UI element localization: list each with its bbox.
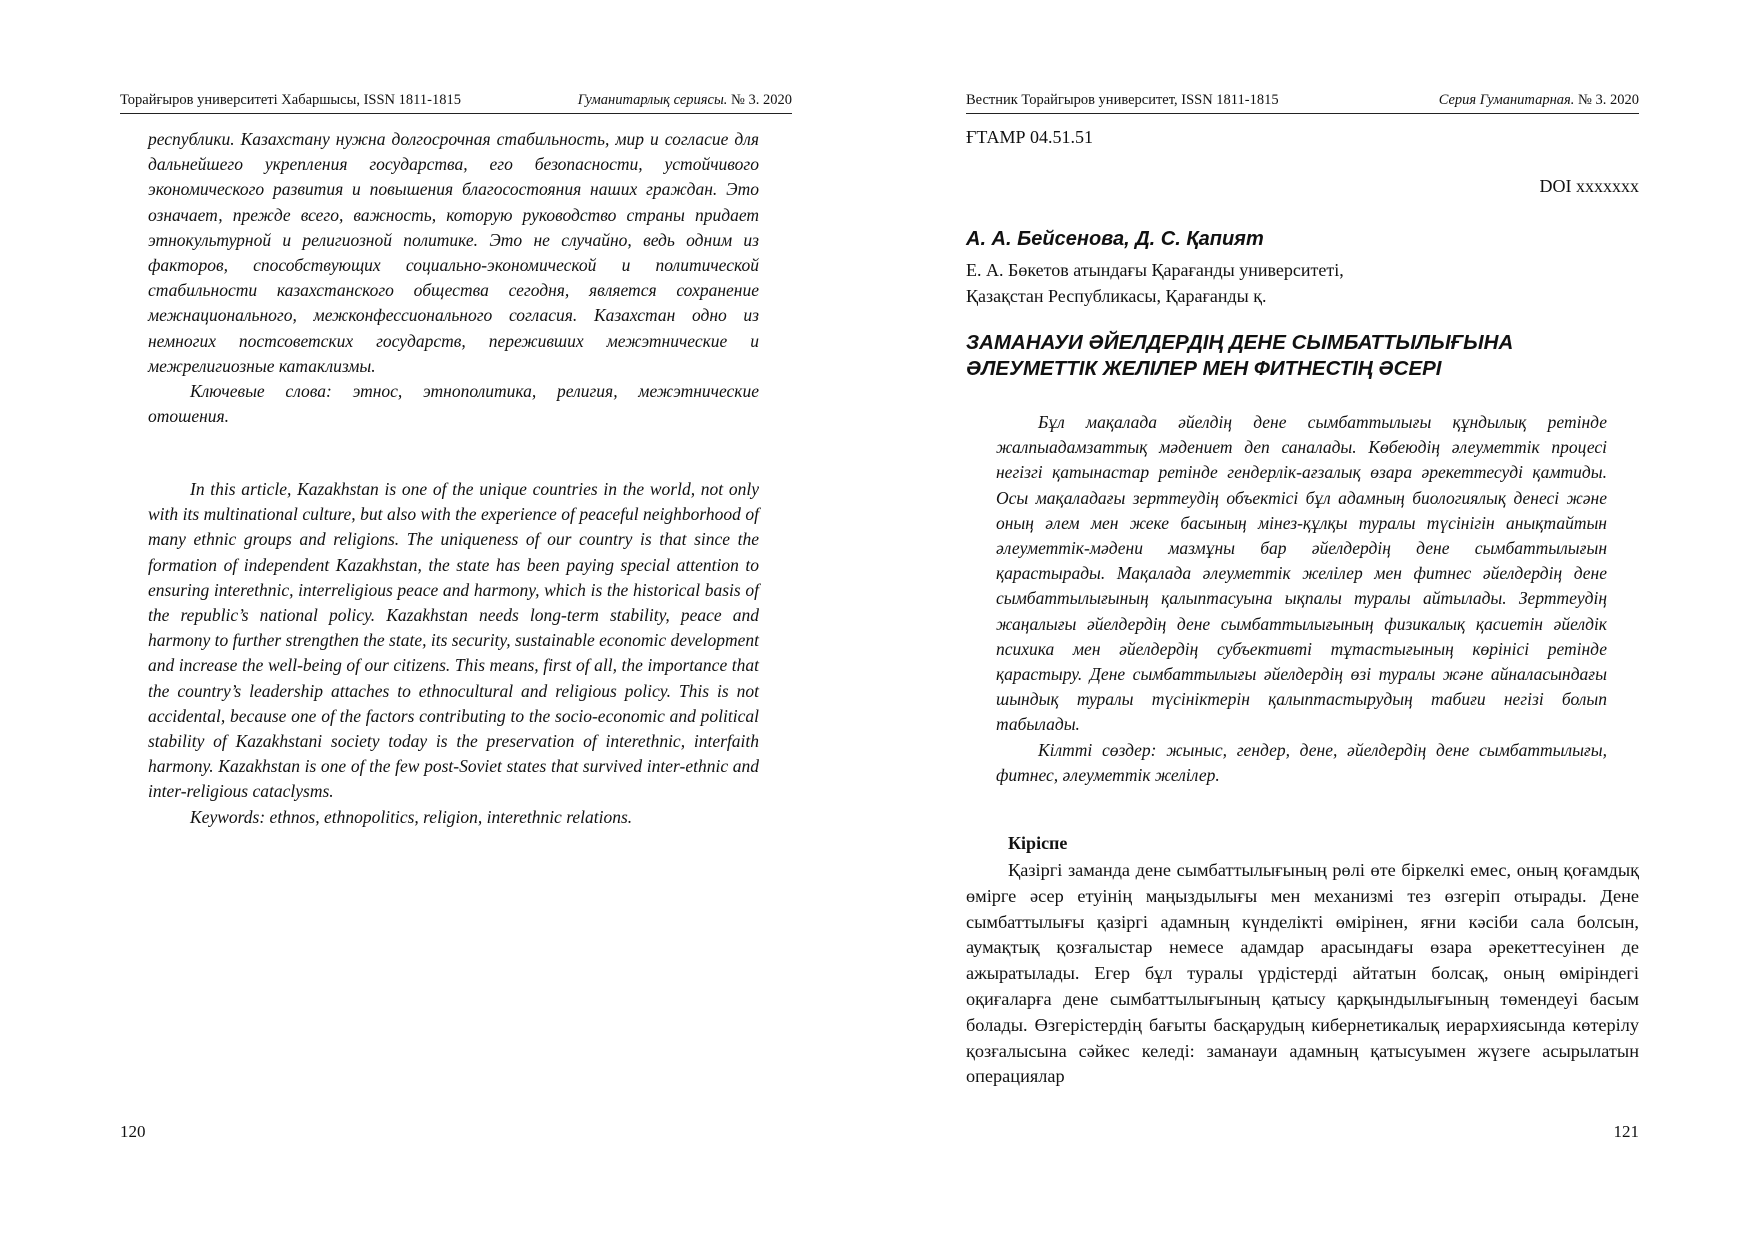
affiliation-line-1: Е. А. Бөкетов атындағы Қарағанды университеті, [966,260,1344,280]
issue-label-right: № 3. 2020 [1578,92,1639,108]
article-title-line-1: ЗАМАНАУИ ӘЙЕЛДЕРДІҢ ДЕНЕ СЫМБАТТЫЛЫҒЫНА [966,331,1514,354]
series-label-right: Серия Гуманитарная. [1438,92,1575,108]
issue-label-left: № 3. 2020 [731,92,792,108]
ru-continuation-text: республики. Казахстану нужна долгосрочная стабильность, мир и согласие для дальнейшего укрепления государства, его безопасности, устойчивого экономического развития и повышения благосостояния наших граждан. Это означает, прежде всего, важность, которую руководство страны придает этнокультурной и религиозной политике. Это не случайно, ведь одним из факторов, способствующих социально-экономической и политической стабильности казахстанского общества сегодня, является сохранение межнационального, межконфессионального согласия. Казахстан одно из немногих постсоветских государств, переживших межэтнические и межрелигиозные катаклизмы. [148,129,759,376]
right-page [966,0,1639,1241]
en-keywords: Keywords: ethnos, ethnopolitics, religion, interethnic relations. [190,806,633,827]
journal-title-right: Вестник Торайгыров университет, ISSN 1811-1815 [966,92,1279,108]
kz-abstract [996,410,1607,788]
left-page [120,0,792,1241]
ru-abstract-continuation [148,127,759,429]
en-abstract [148,477,759,830]
running-head-left [120,92,792,114]
intro-body [966,858,1639,1090]
en-abstract-text: In this article, Kazakhstan is one of the unique countries in the world, not only with its multinational culture, but also with the experience of peaceful neighborhood of many ethnic groups and religions. The uniqueness of our country is that since the formation of independent Kazakhstan, the state has been paying special attention to ensuring interethnic, interreligious peace and harmony, which is the historical basis of the republic’s national policy. Kazakhstan needs long-term stability, peace and harmony to further strengthen the state, its security, sustainable economic development and increase the well-being of our citizens. This means, first of all, the importance that the country’s leadership attaches to ethnocultural and religious policy. This is not accidental, because one of the factors contributing to the socio-economic and political stability of Kazakhstani society today is the preservation of interethnic, interfaith harmony. Kazakhstan is one of the few post-Soviet states that survived inter-ethnic and inter-religious cataclysms. [148,479,759,802]
intro-heading: Кіріспе [1008,833,1068,853]
ru-keywords: Ключевые слова: этнос, этнополитика, религия, межэтнические отошения. [148,381,759,427]
series-issue-left [578,92,792,109]
gtamp-code: ҒТАМР 04.51.51 [966,127,1094,147]
article-title-line-2: ӘЛЕУМЕТТІК ЖЕЛІЛЕР МЕН ФИТНЕСТІҢ ӘСЕРІ [966,357,1442,380]
author-affiliation [966,257,1344,309]
kz-abstract-text: Бұл мақалада әйелдің дене сымбаттылығы құндылық ретінде жалпыадамзаттық мәдениет деп саналады. Көбеюдің әлеуметтік процесі негізгі қатынастар ретінде гендерлік-ағзалық өзара әрекеттесуді қамтиды. Осы мақаладағы зерттеудің объектісі бұл адамның биологиялық денесі және оның әлем мен жеке басының мінез-құлқы туралы түсінігін анықтайтын әлеуметтік-мәдени мазмұны бар әйелдердің дене сымбаттылығын қарастырады. Мақалада әлеуметтік желілер мен фитнес әйелдердің дене сымбаттылығының қалыптасуына ықпалы туралы айтылады. Зерттеудің жаңалығы әйелдердің дене сымбаттылығының физикалық қасиетін әйелдік психика мен әйелдердің субъективті тұтастығының көрінісі ретінде қарастыру. Дене сымбаттылығы әйелдердің өзі туралы және айналасындағы шындық туралы түсініктерін қалыптастырудың табиғи негізі болып табылады. [996,412,1607,735]
intro-paragraph: Қазіргі заманда дене сымбаттылығының рөлі өте біркелкі емес, оның қоғамдық өмірге әсер етуінің маңыздылығы мен механизмі тез өзгеріп отырады. Дене сымбаттылығы қазіргі адамның күнделікті өмірінен, яғни кәсіби сала болсын, аумақтық қозғалыстар немесе адамдар арасындағы өзара әрекеттесуінен де ажыратылады. Егер бұл туралы үрдістерді айтатын болсақ, оның өміріндегі оқиғаларға дене сымбаттылығының қатысу қарқындылығының төмендеуі басым болады. Өзгерістердің бағыты басқарудың кибернетикалық иерархиясында көтерілу қозғалысына сәйкес келеді: заманауи адамның қатысуымен жүзеге асырылатын операциялар [966,860,1639,1087]
series-label-left: Гуманитарлық сериясы. [577,92,728,108]
article-title [966,330,1639,382]
doi-label: DOI xxxxxxx [1539,176,1639,196]
series-issue-right [1439,92,1639,109]
running-head-right [966,92,1639,114]
page-number-right: 121 [1613,1122,1639,1141]
journal-title-left: Торайғыров университеті Хабаршысы, ISSN 1811-1815 [120,92,461,108]
article-authors: А. А. Бейсенова, Д. С. Қапият [966,228,1264,250]
kz-keywords: Кілтті сөздер: жыныс, гендер, дене, әйелдердің дене сымбаттылығы, фитнес, әлеуметтік желілер. [996,739,1607,785]
affiliation-line-2: Қазақстан Республикасы, Қарағанды қ. [966,286,1267,306]
page-number-left: 120 [120,1122,146,1141]
